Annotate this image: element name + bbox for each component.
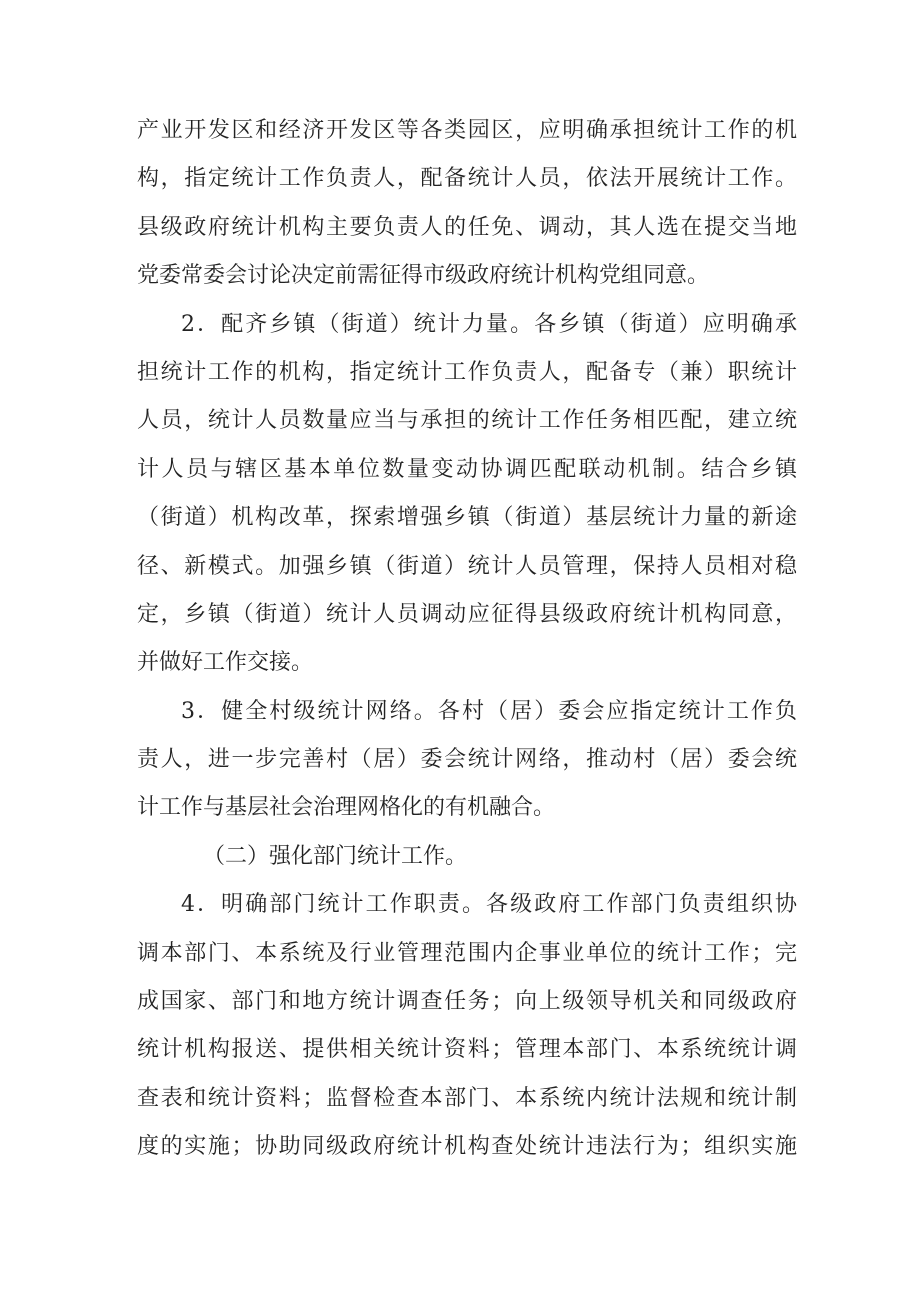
text-line: 担统计工作的机构，指定统计工作负责人，配备专（兼）职统计 [137, 359, 797, 385]
document-body [137, 107, 797, 1172]
paragraph-2-heading-line: 2．配齐乡镇（街道）统计力量。各乡镇（街道）应明确承 [181, 311, 797, 337]
text-line: （街道）机构改革，探索增强乡镇（街道）基层统计力量的新途 [137, 505, 797, 531]
text-line: 计人员与辖区基本单位数量变动协调匹配联动机制。结合乡镇 [137, 456, 797, 482]
text-line: 计工作与基层社会治理网格化的有机融合。 [137, 795, 556, 821]
text-line: 党委常委会讨论决定前需征得市级政府统计机构党组同意。 [137, 263, 710, 289]
text-line: 人员，统计人员数量应当与承担的统计工作任务相匹配，建立统 [137, 408, 797, 434]
text-line: 并做好工作交接。 [137, 650, 314, 676]
text-line: 定，乡镇（街道）统计人员调动应征得县级政府统计机构同意， [137, 601, 797, 627]
paragraph-3-heading-line: 3．健全村级统计网络。各村（居）委会应指定统计工作负 [181, 698, 797, 724]
text-line: 查表和统计资料；监督检查本部门、本系统内统计法规和统计制 [137, 1085, 797, 1111]
text-line: 县级政府统计机构主要负责人的任免、调动，其人选在提交当地 [137, 214, 797, 240]
text-line: 统计机构报送、提供相关统计资料；管理本部门、本系统统计调 [137, 1037, 797, 1063]
paragraph-4-heading-line: 4．明确部门统计工作职责。各级政府工作部门负责组织协 [181, 892, 797, 918]
text-line: 责人，进一步完善村（居）委会统计网络，推动村（居）委会统 [137, 747, 797, 773]
text-line: 产业开发区和经济开发区等各类园区，应明确承担统计工作的机 [137, 118, 797, 143]
text-line: 构，指定统计工作负责人，配备统计人员，依法开展统计工作。 [137, 166, 797, 192]
text-line: 调本部门、本系统及行业管理范围内企事业单位的统计工作；完 [137, 940, 797, 966]
text-line: 成国家、部门和地方统计调查任务；向上级领导机关和同级政府 [137, 989, 797, 1015]
text-line: 度的实施；协助同级政府统计机构查处统计违法行为；组织实施 [137, 1134, 797, 1160]
text-line: 径、新模式。加强乡镇（街道）统计人员管理，保持人员相对稳 [137, 553, 797, 579]
section-heading: （二）强化部门统计工作。 [203, 843, 468, 869]
